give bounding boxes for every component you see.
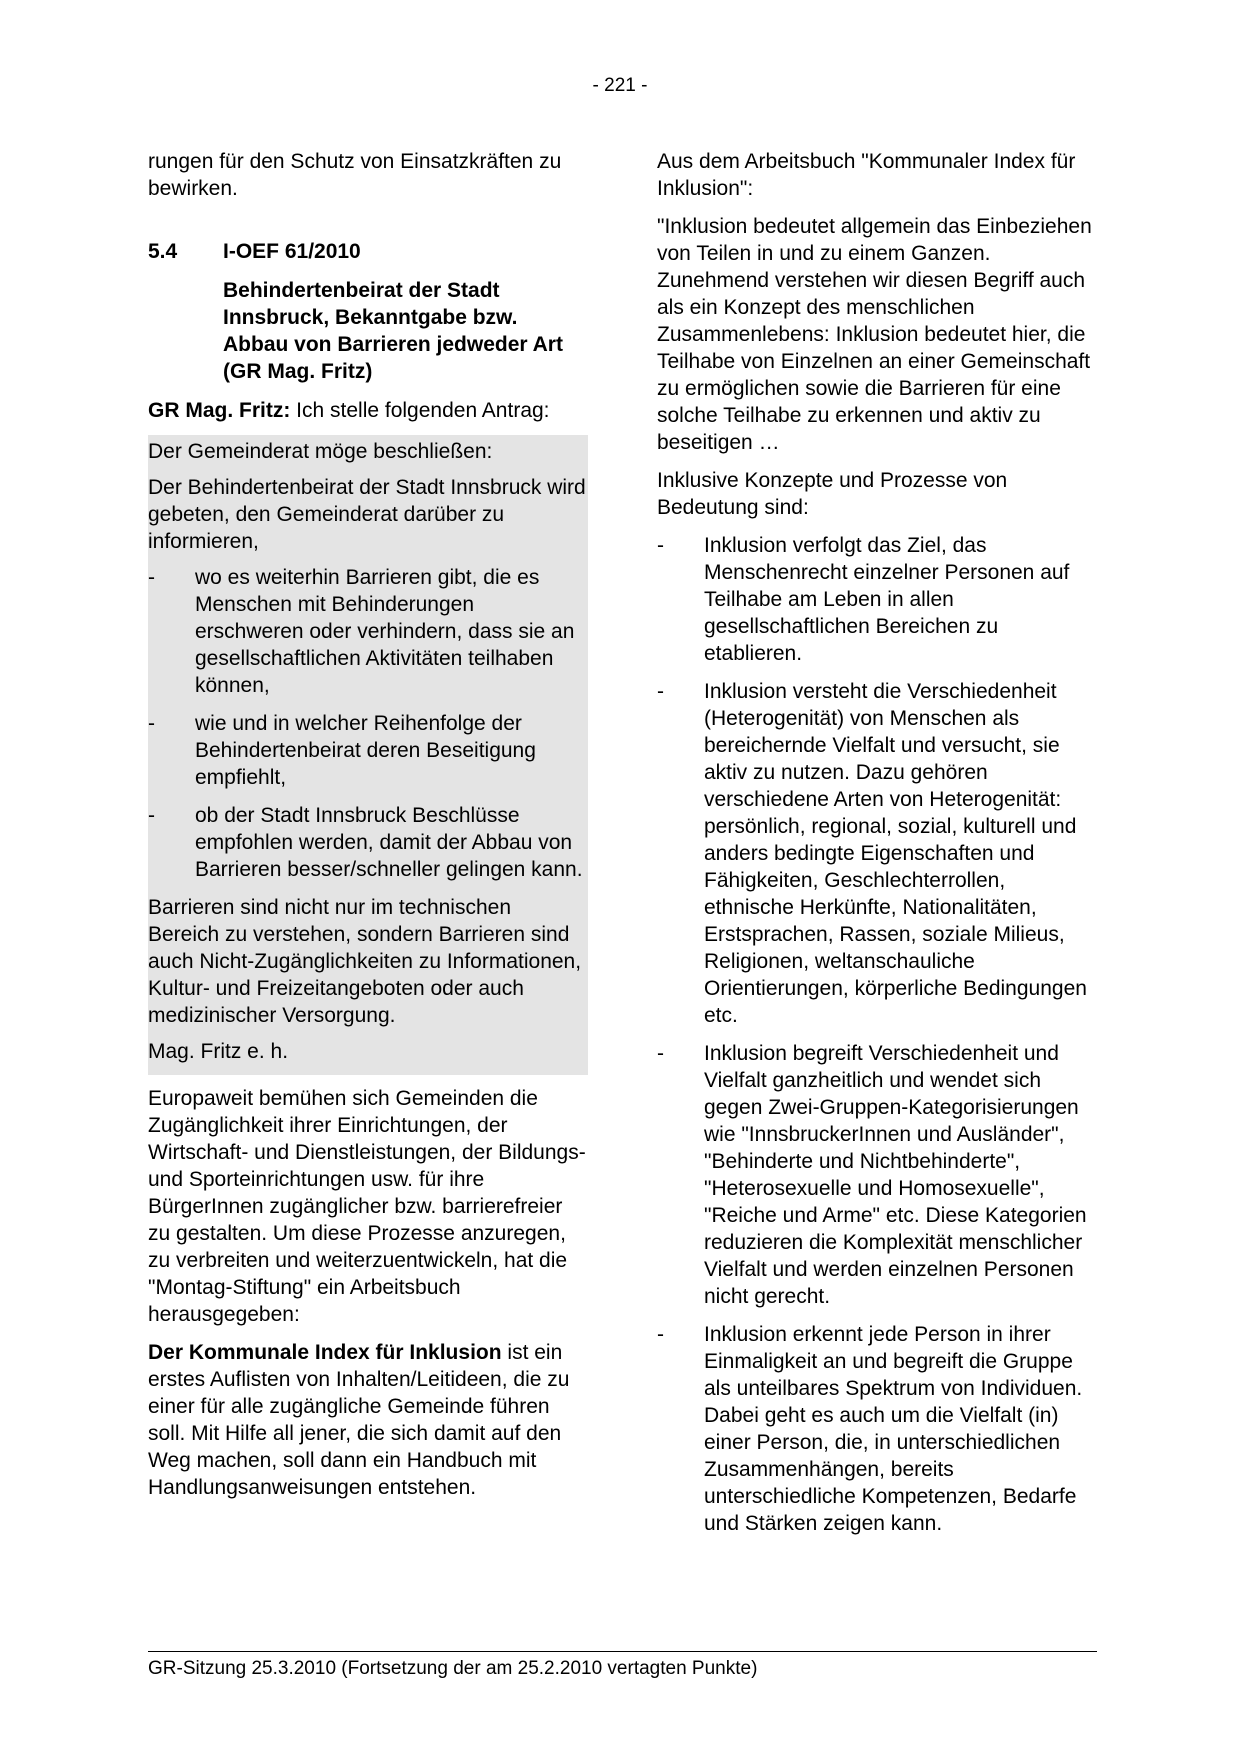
bullet-dash: - xyxy=(657,680,664,703)
concepts-intro: Inklusive Konzepte und Prozesse von Bedeutung sind: xyxy=(657,469,1008,519)
index-text: ist ein erstes Auflisten von Inhalten/Leitideen, die zu einer für alle zugängliche Gemeinde führen soll. Mit Hilfe all jener, die sich damit auf den Weg machen, soll dann ein Handbuch mit Handlungsanweisungen entstehen. xyxy=(148,1341,570,1499)
concept-bullet xyxy=(657,532,1097,667)
motion-signature: Mag. Fritz e. h. xyxy=(148,1040,289,1063)
index-title: Der Kommunale Index für Inklusion xyxy=(148,1341,502,1364)
motion-bullet xyxy=(148,710,588,791)
bullet-dash: - xyxy=(148,712,155,735)
intro-paragraph: rungen für den Schutz von Einsatzkräften zu bewirken. xyxy=(148,150,562,200)
speaker-name: GR Mag. Fritz: xyxy=(148,399,291,422)
motion-line-2: Der Behindertenbeirat der Stadt Innsbruck wird gebeten, den Gemeinderat darüber zu informieren, xyxy=(148,476,586,553)
speaker-text: Ich stelle folgenden Antrag: xyxy=(290,399,550,422)
source-paragraph: Aus dem Arbeitsbuch "Kommunaler Index für Inklusion": xyxy=(657,150,1076,200)
speaker-paragraph xyxy=(148,397,588,424)
bullet-dash: - xyxy=(657,534,664,557)
concept-bullet-text: Inklusion versteht die Verschiedenheit (Heterogenität) von Menschen als bereichernde Vielfalt und versucht, sie aktiv zu nutzen. Dazu gehören verschiedene Arten von Heterogenität: persönlich, regional, sozial, kulturell und anders bedingte Eigenschaften und Fähigkeiten, Geschlechterrollen, ethnische Herkünfte, Nationalitäten, Erstsprachen, Rassen, soziale Milieus, Religionen, weltanschauliche Orientierungen, körperliche Bedingungen etc. xyxy=(704,680,1087,1027)
motion-paragraph: Barrieren sind nicht nur im technischen Bereich zu verstehen, sondern Barrieren sind auch Nicht-Zugänglichkeiten zu Informationen, Kultur- und Freizeitangeboten oder auch medizinischer Versorgung. xyxy=(148,896,582,1027)
right-column xyxy=(657,148,1097,1548)
concept-bullet xyxy=(657,678,1097,1029)
bullet-dash: - xyxy=(657,1323,664,1346)
concept-bullet xyxy=(657,1040,1097,1310)
bullet-dash: - xyxy=(148,804,155,827)
motion-bullet xyxy=(148,564,588,699)
concept-bullet-text: Inklusion verfolgt das Ziel, das Menschenrecht einzelner Personen auf Teilhabe am Leben in allen gesellschaftlichen Bereichen zu etablieren. xyxy=(704,534,1070,665)
motion-bullet-text: wo es weiterhin Barrieren gibt, die es Menschen mit Behinderungen erschweren oder verhindern, dass sie an gesellschaftlichen Aktivitäten teilhaben können, xyxy=(195,566,575,697)
motion-line-1: Der Gemeinderat möge beschließen: xyxy=(148,440,493,463)
motion-bullet-text: wie und in welcher Reihenfolge der Behindertenbeirat deren Beseitigung empfiehlt, xyxy=(195,712,536,789)
bullet-dash: - xyxy=(148,566,155,589)
quote-paragraph: "Inklusion bedeutet allgemein das Einbeziehen von Teilen in und zu einem Ganzen. Zunehmend verstehen wir diesen Begriff auch als ein Konzept des menschlichen Zusammenlebens: Inklusion bedeutet hier, die Teilhabe von Einzelnen an einer Gemeinschaft zu ermöglichen sowie die Barrieren für eine solche Teilhabe zu erkennen und aktiv zu beseitigen … xyxy=(657,215,1092,454)
bullet-dash: - xyxy=(657,1042,664,1065)
europe-paragraph: Europaweit bemühen sich Gemeinden die Zugänglichkeit ihrer Einrichtungen, der Wirtschaft- und Dienstleistungen, der Bildungs- und Sporteinrichtungen usw. für ihre BürgerInnen zugänglicher bzw. barrierefreier zu gestalten. Um diese Prozesse anzuregen, zu verbreiten und weiterzuentwickeln, hat die "Montag-Stiftung" ein Arbeitsbuch herausgegeben: xyxy=(148,1087,586,1326)
motion-bullet xyxy=(148,802,588,883)
section-number: 5.4 xyxy=(148,240,178,263)
motion-bullet-text: ob der Stadt Innsbruck Beschlüsse empfohlen werden, damit der Abbau von Barrieren besser/schneller gelingen kann. xyxy=(195,804,583,881)
concept-bullet xyxy=(657,1321,1097,1537)
page-number: - 221 - xyxy=(592,75,648,96)
section-code: I-OEF 61/2010 xyxy=(223,240,361,263)
left-column xyxy=(148,148,588,1512)
concept-bullet-text: Inklusion begreift Verschiedenheit und Vielfalt ganzheitlich und wendet sich gegen Zwei-Gruppen-Kategorisierungen wie "InnsbruckerInnen und Ausländer", "Behinderte und Nichtbehinderte", "Heterosexuelle und Homosexuelle", "Reiche und Arme" etc. Diese Kategorien reduzieren die Komplexität menschlicher Vielfalt und werden einzelnen Personen nicht gerecht. xyxy=(704,1042,1087,1308)
index-paragraph xyxy=(148,1339,588,1501)
section-heading xyxy=(148,238,588,265)
section-title: Behindertenbeirat der Stadt Innsbruck, Bekanntgabe bzw. Abbau von Barrieren jedweder Art (GR Mag. Fritz) xyxy=(223,279,563,383)
concept-bullet-text: Inklusion erkennt jede Person in ihrer Einmaligkeit an und begreift die Gruppe als unteilbares Spektrum von Individuen. Dabei geht es auch um die Vielfalt (in) einer Person, die, in unterschiedlichen Zusammenhängen, bereits unterschiedliche Kompetenzen, Bedarfe und Stärken zeigen kann. xyxy=(704,1323,1083,1535)
page-footer: GR-Sitzung 25.3.2010 (Fortsetzung der am 25.2.2010 vertagten Punkte) xyxy=(148,1651,1097,1681)
motion-box xyxy=(148,435,588,1075)
